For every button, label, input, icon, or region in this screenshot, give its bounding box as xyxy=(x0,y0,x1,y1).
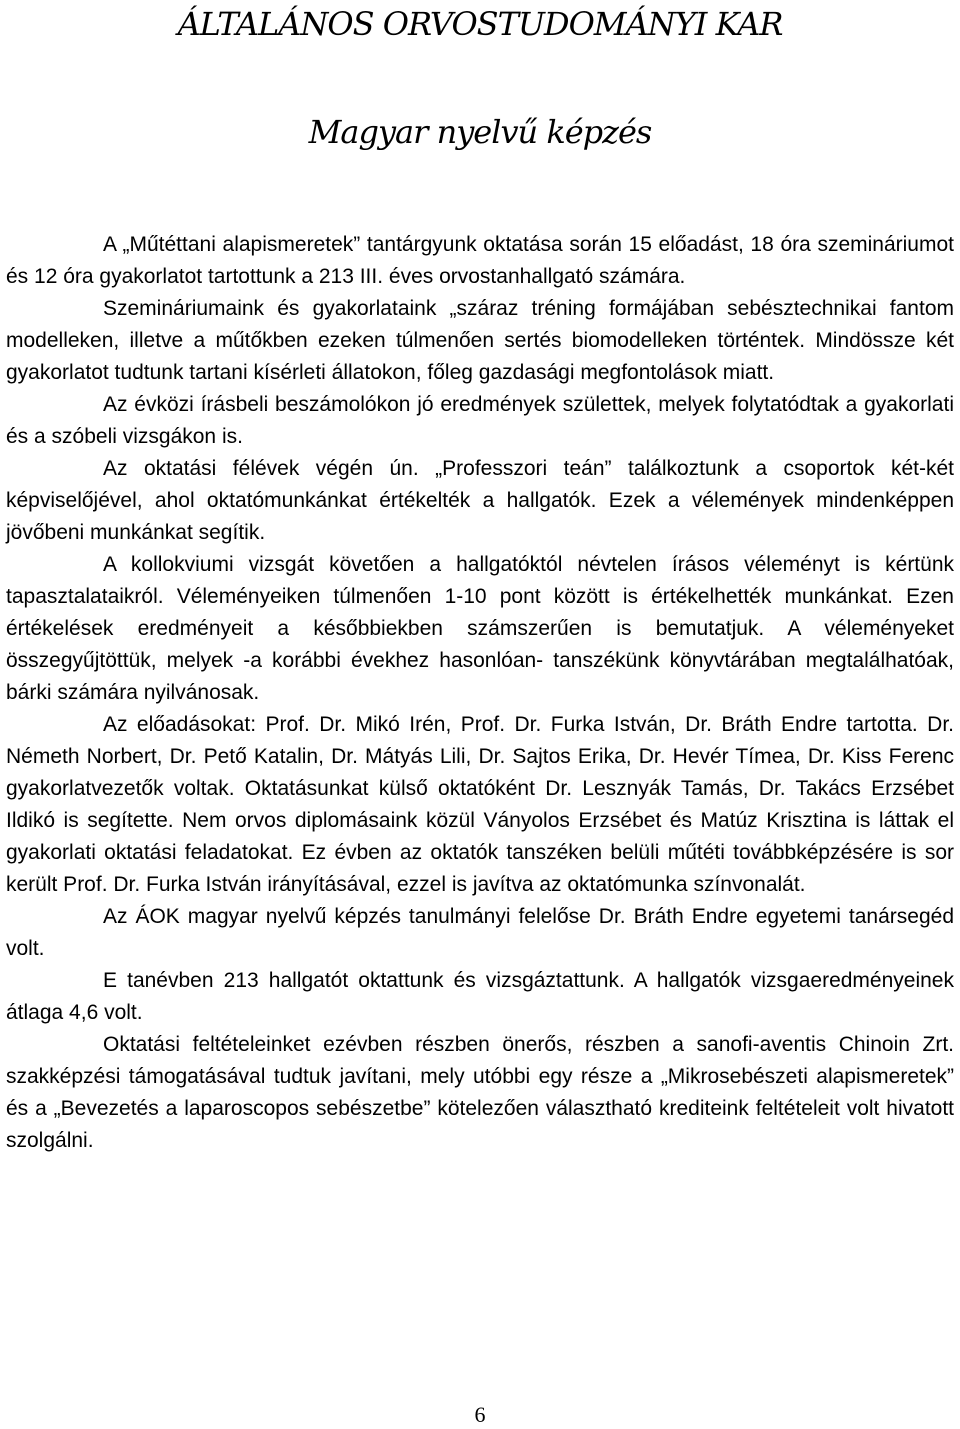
paragraph-seminars: Szemináriumaink és gyakorlataink „száraz tréning formájában sebésztechnikai fantom modelleken, illetve a műtőkben ezeken túlmenően sertés biomodelleken történtek. Mindössze két gyakorlatot tudtunk tartani kísérleti állatokon, főleg gazdasági megfontolások miatt. xyxy=(6,297,954,384)
paragraph-professor-tea: Az oktatási félévek végén ún. „Professzori teán” találkoztunk a csoportok két-két képviselőjével, ahol oktatómunkánkat értékelték a hallgatók. Ezek a vélemények mindenképpen jövőbeni munkánkat segítik. xyxy=(6,457,954,544)
paragraph-exam-results: E tanévben 213 hallgatót oktattunk és vizsgáztattunk. A hallgatók vizsgaeredményeinek átlaga 4,6 volt. xyxy=(6,969,954,1024)
paragraph-student-feedback: A kollokviumi vizsgát követően a hallgatóktól névtelen írásos véleményt is kértünk tapasztalataikról. Véleményeiken túlmenően 1-10 pont között is értékelhették munkánkat. Ezen értékelések eredményeit a későbbiekben számszerűen is bemutatjuk. A véleményeket összegyűjtöttük, melyek -a korábbi évekhez hasonlóan- tanszékünk könyvtárában megtalálhatóak, bárki számára nyilvánosak. xyxy=(6,553,954,704)
document-body xyxy=(6,229,954,1157)
faculty-title: ÁLTALÁNOS ORVOSTUDOMÁNYI KAR xyxy=(177,5,783,43)
paragraph-written-reports: Az évközi írásbeli beszámolókon jó eredmények születtek, melyek folytatódtak a gyakorlati és a szóbeli vizsgákon is. xyxy=(6,393,954,448)
page-number: 6 xyxy=(474,1402,486,1427)
paragraph-funding: Oktatási feltételeinket ezévben részben önerős, részben a sanofi-aventis Chinoin Zrt. szakképzési támogatásával tudtuk javítani, mely utóbbi egy része a „Mikrosebészeti alapismeretek” és a „Bevezetés a laparoscopos sebészetbe” kötelezően választható krediteink feltételeit volt hivatott szolgálni. xyxy=(6,1033,954,1152)
paragraph-course-summary: A „Műtéttani alapismeretek” tantárgyunk oktatása során 15 előadást, 18 óra szemináriumot és 12 óra gyakorlatot tartottunk a 213 III. éves orvostanhallgató számára. xyxy=(6,233,954,288)
paragraph-lecturers: Az előadásokat: Prof. Dr. Mikó Irén, Prof. Dr. Furka István, Dr. Bráth Endre tartotta. Dr. Németh Norbert, Dr. Pető Katalin, Dr. Mátyás Lili, Dr. Sajtos Erika, Dr. Hevér Tímea, Dr. Kiss Ferenc gyakorlatvezetők voltak. Oktatásunkat külső oktatóként Dr. Lesznyák Tamás, Dr. Takács Erzsébet Ildikó is segítette. Nem orvos diplomásaink közül Ványolos Erzsébet és Matúz Krisztina is láttak el gyakorlati oktatási feladatokat. Ez évben az oktatók tanszéken belüli műtéti továbbképzésére is sor került Prof. Dr. Furka István irányításával, ezzel is javítva az oktatómunka színvonalát. xyxy=(6,713,954,896)
paragraph-program-supervisor: Az ÁOK magyar nyelvű képzés tanulmányi felelőse Dr. Bráth Endre egyetemi tanársegéd volt. xyxy=(6,905,954,960)
section-title: Magyar nyelvű képzés xyxy=(308,113,652,151)
